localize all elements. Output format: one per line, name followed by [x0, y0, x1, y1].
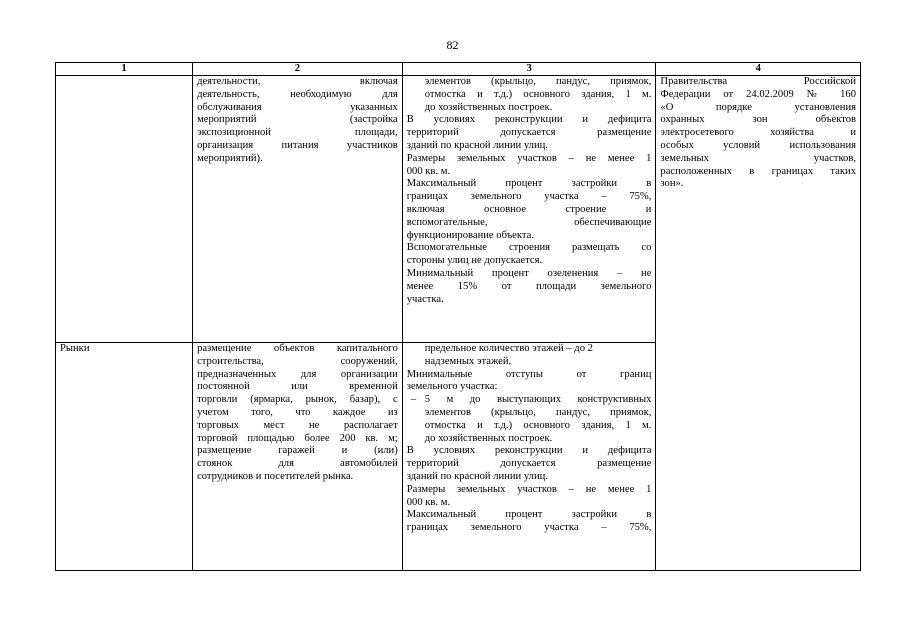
cell-text-line: организация питания участников [197, 139, 398, 151]
cell-text-line: В условиях реконструкции и дефицита [406, 114, 652, 126]
cell-text-line: обслуживания указанных [197, 101, 398, 113]
cell-text-line: предельное количество этажей – до 2 [424, 343, 593, 354]
cell-text-line: охранных зон объектов [660, 114, 856, 126]
header-col-3: 3 [402, 63, 656, 76]
cell-text-line: стороны улиц не допускается. [406, 255, 543, 267]
cell-text-line: Минимальный процент озеленения – не [406, 267, 652, 279]
cell-text-line: сотрудников и посетителей рынка. [197, 470, 354, 482]
cell-text-line: включая основное строение и [406, 203, 652, 215]
cell-text-line: зон». [660, 178, 684, 190]
cell-text-line: надземных этажей. [424, 355, 512, 367]
cell-text-line: участка. [406, 293, 444, 305]
cell-text-line: учетом того, что каждое из [197, 406, 398, 418]
cell-text-line: деятельности, включая [197, 76, 398, 87]
header-col-1: 1 [56, 63, 193, 76]
cell-text-line: Размеры земельных участков – не менее 1 [406, 483, 652, 495]
row1-col3 [402, 76, 656, 343]
row1-col1 [56, 76, 193, 343]
cell-text-line: стоянок для автомобилей [197, 458, 398, 470]
cell-text-line: отмостка и т.д.) основного здания, 1 м. [424, 88, 652, 100]
cell-text-line: мероприятий). [197, 152, 263, 164]
cell-text-line: строительства, сооружений, [197, 355, 398, 367]
cell-text-line: зданий по красной линии улиц. [406, 470, 548, 482]
cell-text-line: экспозиционной площади, [197, 127, 398, 139]
cell-text-line: – 5 м до выступающих конструктивных [407, 394, 652, 407]
cell-text-line: 000 кв. м. [406, 165, 451, 177]
cell-text-line: электросетевого хозяйства и [660, 127, 856, 139]
cell-text-line: территорий допускается размещение [406, 458, 652, 470]
table-row [56, 76, 861, 343]
cell-text-line: Максимальный процент застройки в [406, 509, 652, 521]
cell-text-line: элементов (крыльцо, пандус, приямок, [424, 76, 652, 87]
cell-text-line: Вспомогательные строения размещать со [406, 242, 652, 254]
cell-text-line: размещение объектов капитального [197, 343, 398, 354]
row2-col1: Рынки [56, 343, 193, 571]
cell-text-line: 000 кв. м. [406, 496, 451, 508]
cell-text-line: территорий допускается размещение [406, 127, 652, 139]
cell-text-line: земельных участков, [660, 152, 856, 164]
cell-text-line: торговли (ярмарка, рынок, базар), с [197, 394, 398, 406]
cell-text-line: границах земельного участка – 75%, [406, 191, 652, 203]
cell-text-line: В условиях реконструкции и дефицита [406, 445, 652, 457]
cell-text-line: Минимальные отступы от границ [406, 368, 652, 380]
cell-text-line: функционирование объекта. [406, 229, 535, 241]
cell-text-line: деятельность, необходимую для [197, 88, 398, 100]
cell-text-line: зданий по красной линии улиц. [406, 139, 548, 151]
cell-text-line: особых условий использования [660, 139, 856, 151]
cell-text-line: Правительства Российской [660, 76, 856, 87]
table-header-row [56, 63, 861, 76]
cell-text-line: вспомогательные, обеспечивающие [406, 216, 652, 228]
cell-text-line: до хозяйственных построек. [424, 101, 553, 113]
row2-col3 [402, 343, 656, 571]
cell-text-line: размещение гаражей и (или) [197, 445, 398, 457]
cell-text-line: Максимальный процент застройки в [406, 178, 652, 190]
cell-text-line: до хозяйственных построек. [424, 432, 553, 444]
cell-text-line: мероприятий (застройка [197, 114, 398, 126]
cell-text-line: расположенных в границах таких [660, 165, 856, 177]
row2-col2 [193, 343, 403, 571]
row1-col2 [193, 76, 403, 343]
page-number: 82 [446, 38, 459, 52]
cell-text-line: предназначенных для организации [197, 368, 398, 380]
cell-text-line: границах земельного участка – 75%, [406, 522, 652, 534]
cell-text-line: «О порядке установления [660, 101, 856, 113]
cell-text-line: торговой площадью более 200 кв. м; [197, 432, 398, 444]
cell-text-line: отмостка и т.д.) основного здания, 1 м. [424, 419, 652, 431]
header-col-2: 2 [193, 63, 403, 76]
cell-text-line: Размеры земельных участков – не менее 1 [406, 152, 652, 164]
zoning-table [55, 62, 861, 571]
header-col-4: 4 [656, 63, 861, 76]
cell-text-line: земельного участка: [406, 381, 498, 393]
cell-text-line: элементов (крыльцо, пандус, приямок, [424, 406, 652, 418]
cell-text-line: торговых мест не располагает [197, 419, 398, 431]
cell-text-line: менее 15% от площади земельного [406, 280, 652, 292]
cell-text-line: Федерации от 24.02.2009 № 160 [660, 88, 856, 100]
cell-text-line: постоянной или временной [197, 381, 398, 393]
row1-col4 [656, 76, 861, 571]
